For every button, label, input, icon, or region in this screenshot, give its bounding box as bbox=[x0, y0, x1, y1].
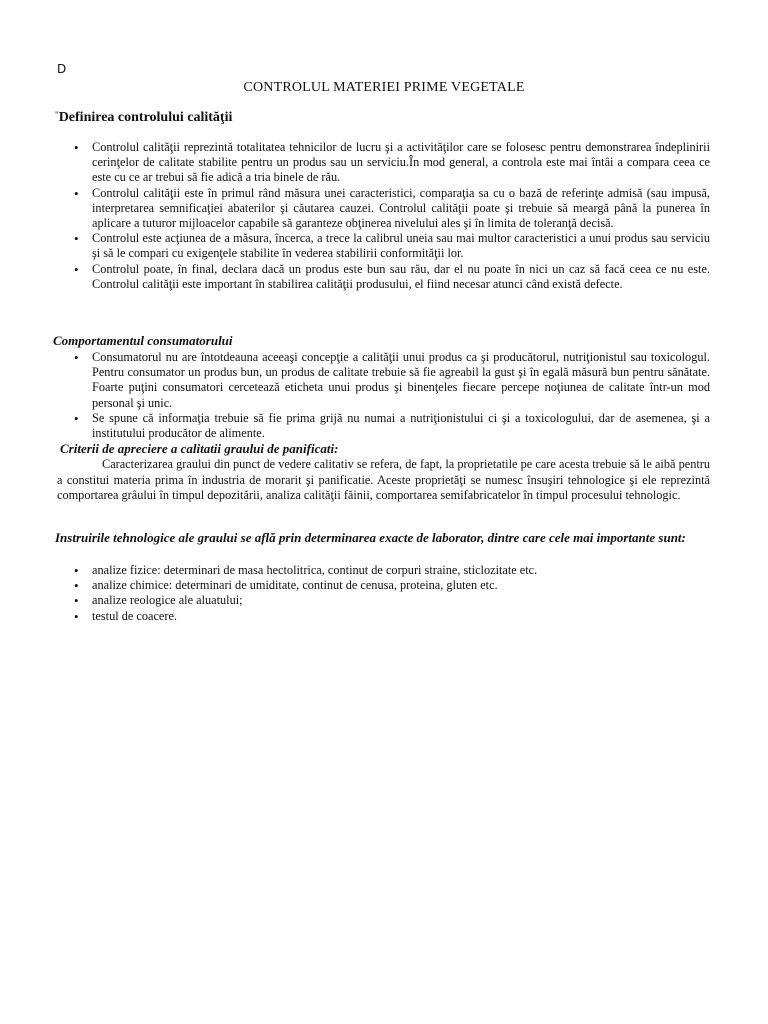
section-heading-instructions: Instruirile tehnologice ale graului se află prin determinarea exacte de laborator, dintre care cele mai importante sunt: bbox=[55, 530, 686, 545]
list-item: • Consumatorul nu are întotdeauna aceeaşi concepţie a calităţii unui produs ca şi producătorul, nutriţionistul sau toxicologul. Pentru consumator un produs bun, un produs de calitate trebuie să fie agreabil la gust şi în egală măsură bun pentru sănătate. Foarte puţini consumatori cercetează eticheta unui produs şi binenţeles fiecare percepe noţiunea de calitate într-un mod personal şi unic. bbox=[70, 350, 710, 411]
list-item: • analize fizice: determinari de masa hectolitrica, continut de corpuri straine, sticlozitate etc. bbox=[70, 563, 710, 578]
consumer-list bbox=[70, 350, 710, 441]
corner-mark: D bbox=[57, 62, 67, 76]
section-heading-definition-text: Definirea controlului calităţii bbox=[58, 110, 233, 125]
list-item: • Controlul poate, în final, declara dacă un produs este bun sau rău, dar el nu poate în nici un caz să facă ceea ce nu este. Controlul calităţii este important în stabilirea calităţii produsului, el fiind necesar atunci când există defecte. bbox=[70, 262, 710, 292]
list-item: • Controlul este acţiunea de a măsura, încerca, a trece la calibrul uneia sau mai multor caracteristici a unui produs sau serviciu şi să le compari cu exigenţele stabilite în vederea stabilirii conformităţii lor. bbox=[70, 231, 710, 261]
section-heading-definition bbox=[55, 110, 232, 126]
list-item: • testul de coacere. bbox=[70, 609, 710, 624]
document-title: CONTROLUL MATERIEI PRIME VEGETALE bbox=[243, 80, 525, 95]
list-item: • analize chimice: determinari de umiditate, continut de cenusa, proteina, gluten etc. bbox=[70, 578, 710, 593]
list-item: • Se spune că informaţia trebuie să fie prima grijă nu numai a nutriţionistului ci şi a toxicologului, dar de asemenea, şi a institutului producător de alimente. bbox=[70, 411, 710, 441]
section-heading-criteria: Criterii de apreciere a calitatii graului de panificati: bbox=[60, 441, 339, 456]
list-item: • analize reologice ale aluatului; bbox=[70, 593, 710, 608]
analysis-list bbox=[70, 563, 710, 624]
definition-list bbox=[70, 140, 710, 292]
list-item: • Controlul calităţii este în primul rând măsura unei caracteristici, comparaţia sa cu o bază de referinţe admisă (sau impusă, interpretarea semnificaţiei abaterilor şi căutarea cauzei. Controlul calităţii poate şi trebuie să meargă până la punerea în aplicare a tuturor mijloacelor capabile să garanteze obţinerea nivelului ales şi în limita de toleranţă decisă. bbox=[70, 186, 710, 232]
criteria-paragraph: Caracterizarea graului din punct de vedere calitativ se refera, de fapt, la proprietatile pe care acesta trebuie să le aibă pentru a constitui materia prima în industria de morarit şi panificatie. Aceste proprietăţi se numesc însuşiri tehnologice şi ele reprezintă comportarea grâului în timpul depozitării, analiza calităţii făinii, comportarea semifabricatelor în timpul procesului tehnologic. bbox=[57, 457, 710, 503]
quote-mark: " bbox=[55, 110, 59, 120]
list-item: • Controlul calităţii reprezintă totalitatea tehnicilor de lucru şi a activităţilor care se folosesc pentru demonstrarea îndeplinirii cerinţelor de calitate stabilite pentru un produs sau un serviciu.În mod general, a controla este mai întâi a compara ceea ce este cu ce ar trebui să fie adică a tria binele de rău. bbox=[70, 140, 710, 186]
section-heading-consumer: Comportamentul consumatorului bbox=[53, 333, 233, 348]
